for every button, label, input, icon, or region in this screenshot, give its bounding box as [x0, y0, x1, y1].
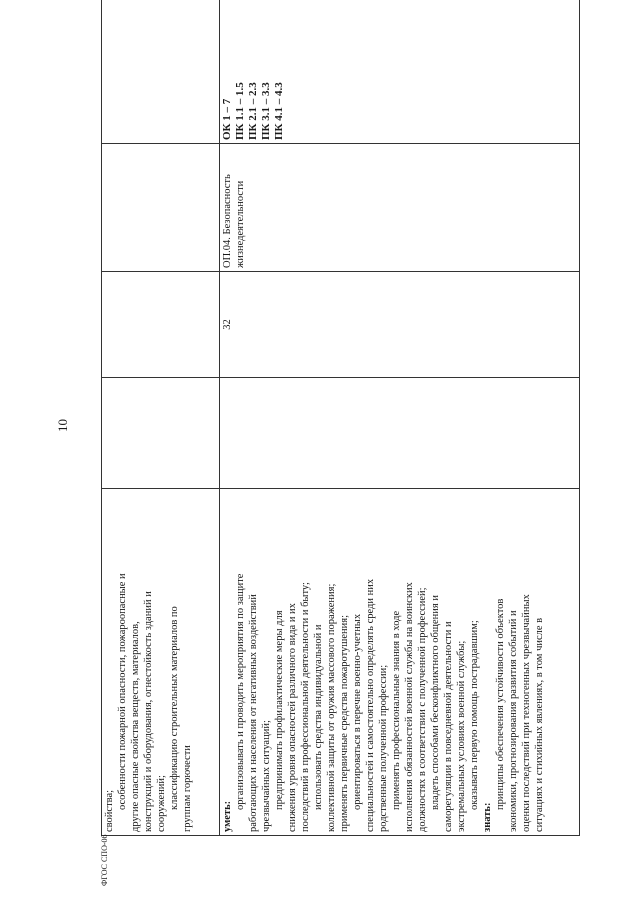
content-line: последствий в профессиональной деятельности и быту; [300, 582, 311, 832]
content-line: саморегуляции в повседневной деятельности и [443, 621, 454, 832]
content-cell [220, 489, 580, 836]
content-line: снижения уровня опасностей различного вида и их [287, 603, 298, 832]
content-line: особенности пожарной опасности, пожароопасные и [117, 573, 128, 810]
content-line: работающих и населения от негативных воздействий [248, 594, 259, 832]
discipline-cell: ОП.04. Безопасность жизнедеятельности [220, 144, 580, 272]
content-line: классификацию строительных материалов по [169, 606, 180, 810]
content-line: конструкций и оборудования, огнестойкость зданий и [143, 591, 154, 832]
hours-cell [220, 272, 580, 378]
curriculum-table [101, 0, 580, 836]
content-line: применять первичные средства пожаротушения; [339, 614, 350, 832]
hours-cell [102, 272, 220, 378]
discipline-cell [102, 144, 220, 272]
competence-code: ПК 2.1 – 2.3 [247, 82, 259, 140]
hours-cell [220, 378, 580, 489]
hours-cell [102, 378, 220, 489]
content-line: ориентироваться в перечне военно-учетных [352, 613, 363, 810]
content-line: сооружений; [156, 775, 167, 832]
footer-standard-code: ФГОС СПО-06 [100, 834, 109, 886]
content-cell [102, 489, 220, 836]
content-line: оценки последствий при техногенных чрезвычайных [521, 594, 532, 832]
section-heading: знать: [482, 802, 493, 832]
content-line: оказывать первую помощь пострадавшим; [469, 620, 480, 810]
content-line: исполнения обязанностей военной службы на воинских [404, 582, 415, 832]
content-line: родственные полученной профессии; [378, 664, 389, 832]
content-line: специальностей и самостоятельно определять среди них [365, 578, 376, 832]
content-line: группам горючести [182, 745, 193, 832]
content-line: использовать средства индивидуальной и [313, 624, 324, 810]
content-line: коллективной защиты от оружия массового поражения; [326, 583, 337, 832]
content-line: должностях в соответствии с полученной профессией; [417, 587, 428, 832]
content-line: свойства; [104, 789, 115, 832]
content-line: владеть способами бесконфликтного общения и [430, 595, 441, 810]
content-line: применять профессиональные знания в ходе [391, 610, 402, 810]
hours-value: 32 [222, 319, 233, 330]
competence-code: ПК 4.1 – 4.3 [273, 82, 285, 140]
competence-code: ПК 1.1 – 1.5 [234, 82, 246, 140]
content-line: чрезвычайных ситуаций; [261, 720, 272, 832]
page-number: 10 [55, 419, 70, 432]
content-line: экстремальных условиях военной службы; [456, 640, 467, 832]
content-line: принципы обеспечения устойчивости объектов [495, 598, 506, 810]
table-row [220, 0, 580, 836]
rotated-table-container [101, 28, 580, 836]
section-heading: уметь: [222, 800, 233, 832]
competence-code: ОК 1 – 7 [221, 98, 233, 140]
competences-cell [102, 0, 220, 144]
table-row [102, 0, 220, 836]
content-line: организовывать и проводить мероприятия по защите [235, 573, 246, 810]
competence-code: ПК 3.1 – 3.3 [260, 82, 272, 140]
content-line: предпринимать профилактические меры для [274, 610, 285, 810]
content-line: экономики, прогнозирования развития событий и [508, 610, 519, 832]
content-line: другие опасные свойства веществ, материалов, [130, 621, 141, 832]
content-line: ситуациях и стихийных явлениях, в том числе в [534, 617, 545, 832]
competences-cell [220, 0, 580, 144]
